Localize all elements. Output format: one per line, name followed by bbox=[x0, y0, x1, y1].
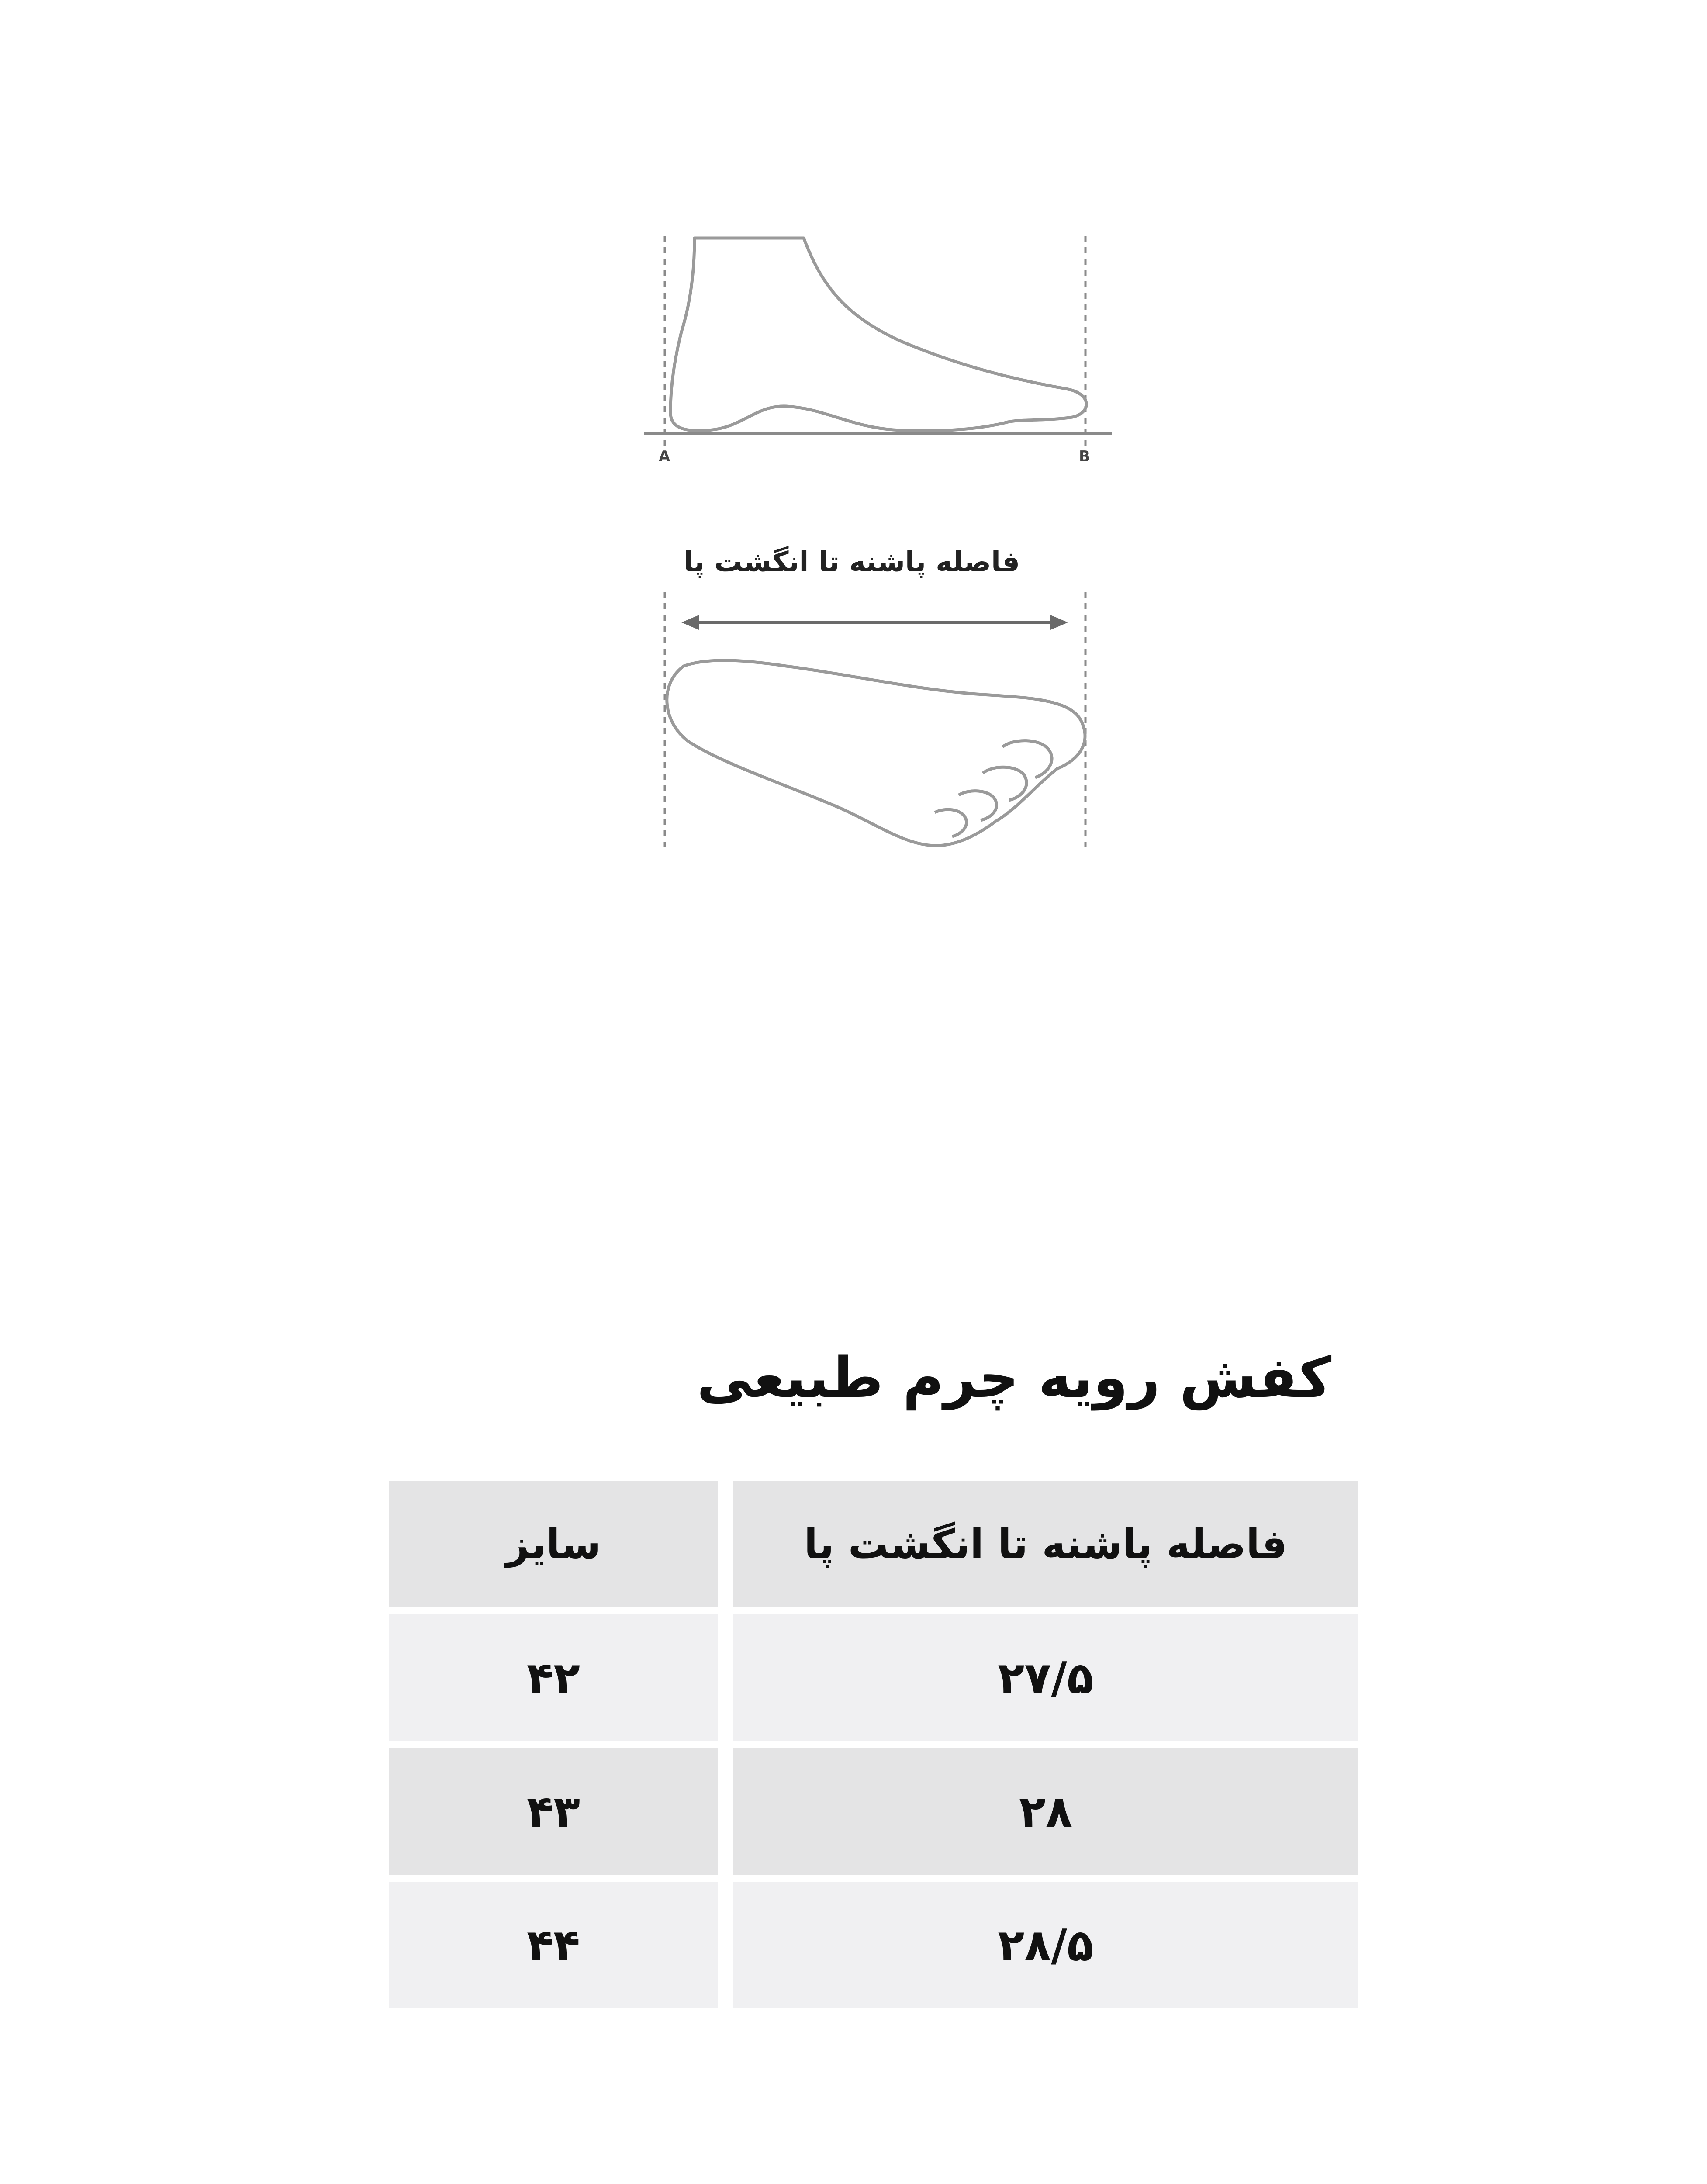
header-size: سایز bbox=[389, 1481, 718, 1607]
diagram-measurement-label: فاصله پاشنه تا انگشت پا bbox=[684, 546, 1020, 578]
point-b-label: B bbox=[1079, 448, 1090, 465]
table-row bbox=[389, 1882, 1358, 2008]
cell-size: ۴۴ bbox=[389, 1882, 718, 2008]
measurement-arrowhead-left bbox=[681, 615, 699, 630]
foot-side-view-outline bbox=[670, 238, 1086, 431]
table-header-row bbox=[389, 1481, 1358, 1607]
foot-diagram-svg bbox=[0, 0, 1707, 874]
cell-length: ۲۸ bbox=[733, 1748, 1358, 1875]
toe-outline-4 bbox=[935, 809, 967, 836]
cell-length: ۲۸/۵ bbox=[733, 1882, 1358, 2008]
cell-length: ۲۷/۵ bbox=[733, 1614, 1358, 1741]
point-a-label: A bbox=[659, 448, 670, 465]
table-row bbox=[389, 1748, 1358, 1875]
cell-size: ۴۲ bbox=[389, 1614, 718, 1741]
cell-size: ۴۳ bbox=[389, 1748, 718, 1875]
measurement-arrowhead-right bbox=[1050, 615, 1068, 630]
page-title: کفش رویه چرم طبیعی bbox=[697, 1345, 1331, 1410]
foot-top-view-outline bbox=[667, 660, 1085, 846]
toe-outline-1 bbox=[1002, 741, 1052, 778]
table-row bbox=[389, 1614, 1358, 1741]
foot-measurement-diagram bbox=[0, 0, 1707, 874]
header-length: فاصله پاشنه تا انگشت پا bbox=[733, 1481, 1358, 1607]
size-table bbox=[389, 1481, 1358, 2015]
